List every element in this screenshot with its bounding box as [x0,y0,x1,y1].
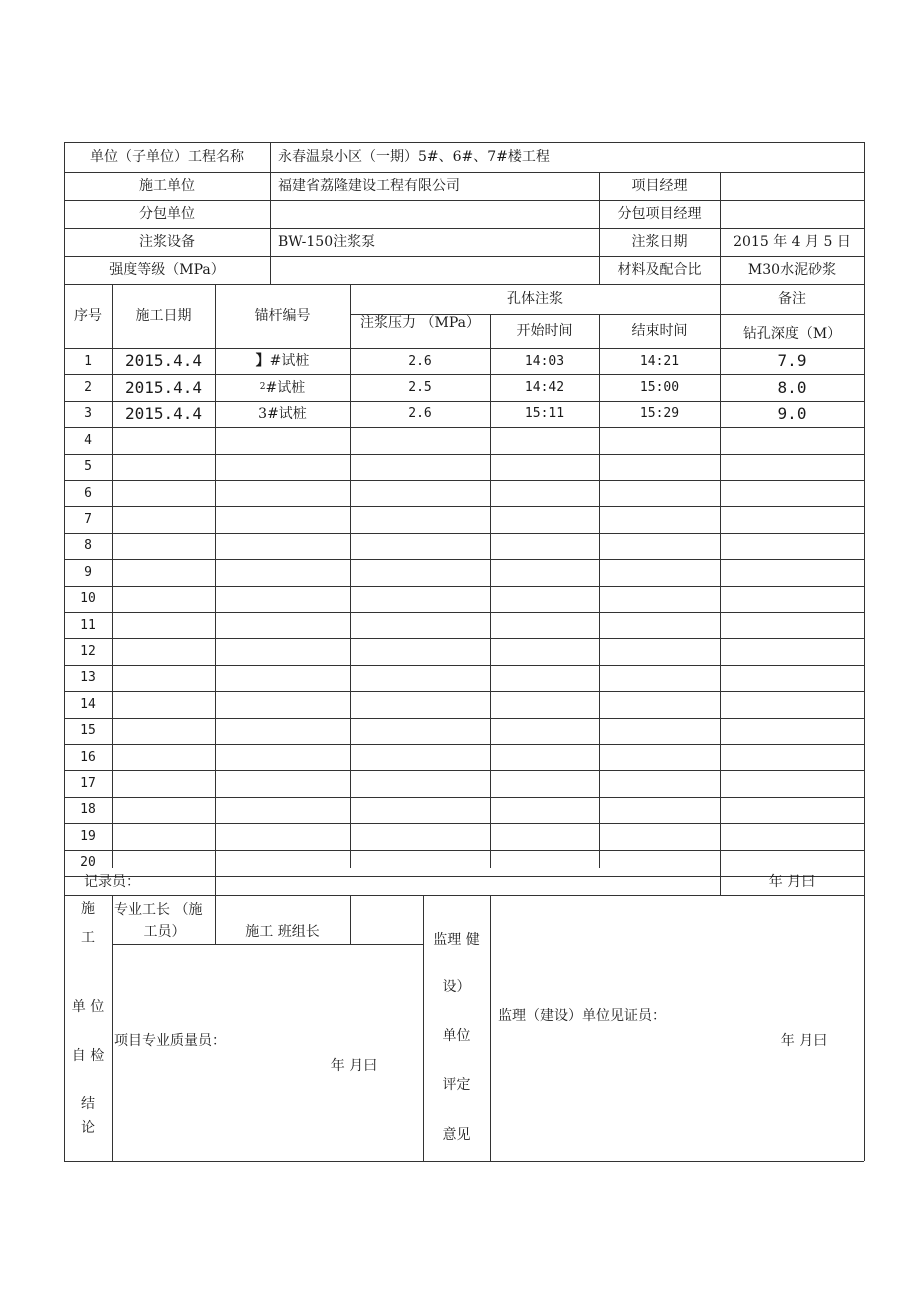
equipment-value: BW-150注浆泵 [278,234,376,250]
footer-divider [490,895,491,1161]
row-seq: 5 [84,459,92,475]
row-seq: 20 [80,855,96,871]
foreman-label: 专业工长 （施 [114,902,203,918]
column-start: 开始时间 [516,323,573,339]
table-row-line [64,454,864,455]
row-pressure: 2.6 [408,406,432,422]
table-row-line [64,665,864,666]
column-pressure: 注浆压力 （MPa） [360,315,480,331]
footer-divider [350,895,351,944]
row-anchor [215,401,350,427]
column-hole-grouting: 孔体注浆 [507,291,563,307]
self-check-char: 施 [81,900,95,917]
team-leader-label: 施工 班组长 [245,924,320,940]
row-depth: 8.0 [777,377,807,397]
table-row-line [64,744,864,745]
anchor-prefix: 】 [255,353,270,370]
row-depth: 7.9 [777,351,807,371]
table-row-line [64,691,864,692]
row-seq: 1 [84,353,92,369]
table-row-line [64,506,864,507]
grout-date-label: 注浆日期 [631,234,688,250]
row-seq: 7 [84,512,92,528]
row-seq: 12 [80,644,96,660]
row-date: 2015.4.4 [124,351,203,371]
foreman-label-2: 工员） [143,924,186,940]
form-border-bottom [64,1161,864,1162]
quality-inspector-label: 项目专业质量员： [114,1033,226,1049]
table-row-line [64,480,864,481]
row-seq: 3 [84,406,92,422]
mix-label: 材料及配合比 [617,262,702,278]
row-seq: 13 [80,670,96,686]
table-row-line [64,427,864,428]
anchor-text: 3#试桩 [258,405,307,422]
recorder-row-line [64,895,864,896]
strength-label: 强度等级（MPa） [109,262,225,278]
table-row-line [64,850,864,851]
column-depth: 钻孔深度（M） [742,326,842,342]
row-depth: 9.0 [777,403,807,423]
witness-label: 监理（建设）单位见证员： [498,1008,666,1024]
row-seq: 19 [80,828,96,844]
row-end: 15:29 [639,406,680,422]
table-row-line [64,718,864,719]
table-row-line [64,612,864,613]
self-check-char: 自 检 [71,1047,105,1064]
row-start: 15:11 [524,406,565,422]
recorder-divider [215,868,216,895]
project-manager-value [720,172,864,200]
equipment-label: 注浆设备 [139,234,195,250]
footer-divider [112,895,113,1161]
row-start: 14:03 [524,353,565,369]
grout-date-value: 2015 年 4 月 5 日 [733,234,851,250]
recorder-label: 记录员： [84,873,140,890]
self-check-date: 年 月曰 [330,1058,378,1074]
self-check-char: 结 [81,1095,95,1112]
row-date: 2015.4.4 [124,377,203,397]
table-row-line [64,586,864,587]
self-check-char: 单 位 [71,998,105,1015]
supervision-char: 监理 健 [433,932,480,948]
row-seq: 11 [80,617,96,633]
row-seq: 17 [80,776,96,792]
column-anchor: 锚杆编号 [254,308,311,324]
table-row-line [64,559,864,560]
row-end: 15:00 [639,380,680,396]
anchor-text: #试桩 [269,353,310,370]
self-check-char: 工 [81,929,95,946]
row-seq: 18 [80,802,96,818]
table-row-line [64,770,864,771]
contractor-value: 福建省荔隆建设工程有限公司 [278,178,460,194]
row-date: 2015.4.4 [124,403,203,423]
anchor-text: #试桩 [265,379,306,396]
row-seq: 2 [84,380,92,396]
supervision-char: 单位 [442,1028,471,1044]
column-date: 施工日期 [135,308,192,324]
project-manager-label: 项目经理 [631,178,688,194]
sub-manager-value [720,200,864,228]
table-row-line [64,797,864,798]
table-row-line [64,533,864,534]
row-seq: 8 [84,538,92,554]
grouting-record-form [64,142,864,1161]
row-pressure: 2.5 [408,380,432,396]
row-seq: 16 [80,749,96,765]
subcontractor-label: 分包单位 [139,206,195,222]
supervision-char: 意见 [442,1127,471,1143]
row-anchor [215,374,350,400]
column-end: 结束时间 [631,323,688,339]
form-border-right [864,142,865,1161]
row-start: 14:42 [524,380,565,396]
anchor-sup: 2 [259,382,266,393]
subcontractor-value [278,200,598,228]
recorder-date: 年 月曰 [768,873,816,890]
table-row-line [64,823,864,824]
supervision-char: 设） [442,979,471,995]
mix-value: M30水泥砂浆 [747,262,837,278]
row-seq: 6 [84,485,92,501]
header-divider [270,142,271,284]
row-seq: 9 [84,564,92,580]
project-name-value: 永春温泉小区（一期）5#、6#、7#楼工程 [278,149,550,165]
row-seq: 4 [84,432,92,448]
strength-value [278,256,598,284]
supervision-date: 年 月曰 [780,1033,828,1049]
row-seq: 10 [80,591,96,607]
row-seq: 14 [80,696,96,712]
self-check-char: 论 [81,1119,95,1136]
contractor-label: 施工单位 [139,178,195,194]
column-seq: 序号 [74,308,102,324]
row-anchor [215,348,350,374]
project-name-label: 单位（子单位）工程名称 [90,149,244,165]
column-remarks: 备注 [778,291,806,307]
sub-manager-label: 分包项目经理 [617,206,702,222]
row-seq: 15 [80,723,96,739]
supervision-char: 评定 [442,1077,471,1093]
table-row-line [64,638,864,639]
row-end: 14:21 [639,353,680,369]
row-pressure: 2.6 [408,353,432,369]
